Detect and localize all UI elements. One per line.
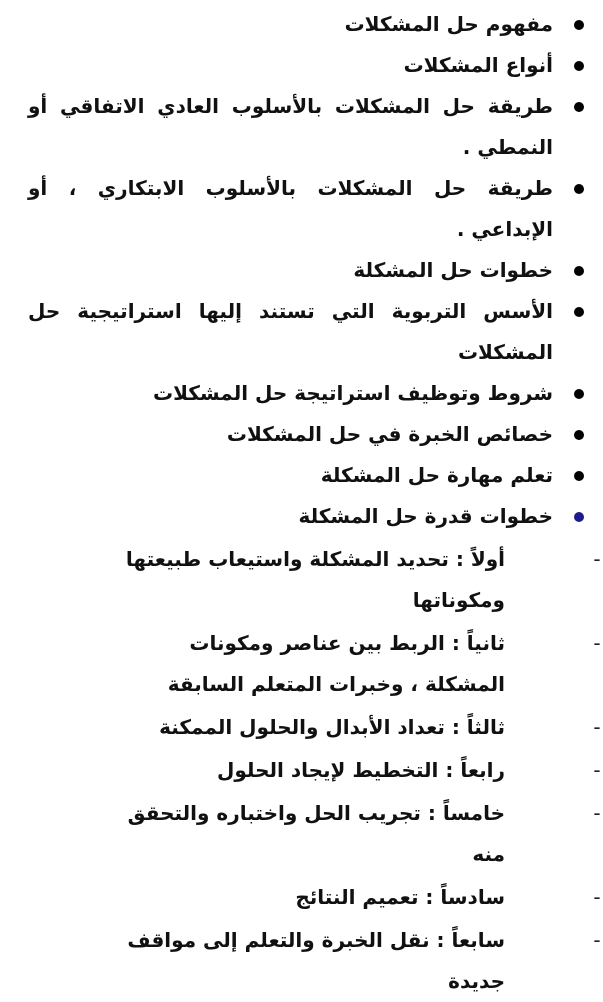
bullet-icon bbox=[574, 389, 584, 399]
topic-text: خطوات قدرة حل المشكلة bbox=[298, 504, 553, 528]
topic-text: طريقة حل المشكلات بالأسلوب الابتكاري ، أو الإبداعي . bbox=[28, 176, 553, 241]
step-item bbox=[104, 877, 601, 918]
topic-item-steps bbox=[28, 250, 553, 291]
topic-item-expertise bbox=[28, 414, 553, 455]
topic-text: طريقة حل المشكلات بالأسلوب العادي الاتفاقي أو النمطي . bbox=[28, 94, 553, 159]
dash-marker: - bbox=[593, 547, 601, 571]
step-text: سابعاً : نقل الخبرة والتعلم إلى مواقف جديدة bbox=[127, 928, 505, 993]
dash-marker: - bbox=[593, 758, 601, 782]
topic-item-conventional-method bbox=[28, 86, 553, 168]
bullet-icon bbox=[574, 20, 584, 30]
step-item bbox=[104, 920, 601, 1002]
topic-text: تعلم مهارة حل المشكلة bbox=[320, 463, 553, 487]
bullet-icon bbox=[574, 102, 584, 112]
dash-marker: - bbox=[593, 885, 601, 909]
topic-text: شروط وتوظيف استراتيجة حل المشكلات bbox=[153, 381, 553, 405]
step-text: ثالثاً : تعداد الأبدال والحلول الممكنة bbox=[159, 715, 505, 739]
dash-marker: - bbox=[593, 631, 601, 655]
bullet-icon bbox=[574, 266, 584, 276]
dash-marker: - bbox=[593, 928, 601, 952]
topic-text: مفهوم حل المشكلات bbox=[344, 12, 553, 36]
dash-marker: - bbox=[593, 715, 601, 739]
topic-item-concept bbox=[28, 4, 553, 45]
topic-item-conditions bbox=[28, 373, 553, 414]
bullet-icon bbox=[574, 471, 584, 481]
step-text: رابعاً : التخطيط لإيجاد الحلول bbox=[217, 758, 505, 782]
step-text: سادساً : تعميم النتائج bbox=[295, 885, 505, 909]
step-item bbox=[104, 623, 601, 705]
step-item bbox=[104, 750, 601, 791]
step-text: ثانياً : الربط بين عناصر ومكونات المشكلة ، وخبرات المتعلم السابقة bbox=[167, 631, 505, 696]
topic-text: خطوات حل المشكلة bbox=[353, 258, 553, 282]
step-item bbox=[104, 539, 601, 621]
topic-item-types bbox=[28, 45, 553, 86]
bullet-icon bbox=[574, 184, 584, 194]
step-text: خامساً : تجريب الحل واختباره والتحقق منه bbox=[127, 801, 505, 866]
bullet-icon bbox=[574, 430, 584, 440]
active-bullet-icon bbox=[574, 512, 584, 522]
dash-marker: - bbox=[593, 801, 601, 825]
step-item bbox=[104, 707, 601, 748]
bullet-icon bbox=[574, 61, 584, 71]
topic-text: خصائص الخبرة في حل المشكلات bbox=[226, 422, 553, 446]
topic-text: أنواع المشكلات bbox=[403, 53, 553, 77]
step-text: أولاً : تحديد المشكلة واستيعاب طبيعتها ومكوناتها bbox=[125, 547, 505, 612]
step-item bbox=[104, 793, 601, 875]
steps-list bbox=[0, 537, 603, 1002]
topic-item-ability-steps bbox=[28, 496, 553, 537]
topic-item-skill bbox=[28, 455, 553, 496]
bullet-icon bbox=[574, 307, 584, 317]
topic-item-foundations bbox=[28, 291, 553, 373]
topic-text: الأسس التربوية التي تستند إليها استراتيجية حل المشكلات bbox=[28, 299, 553, 364]
topic-item-creative-method bbox=[28, 168, 553, 250]
